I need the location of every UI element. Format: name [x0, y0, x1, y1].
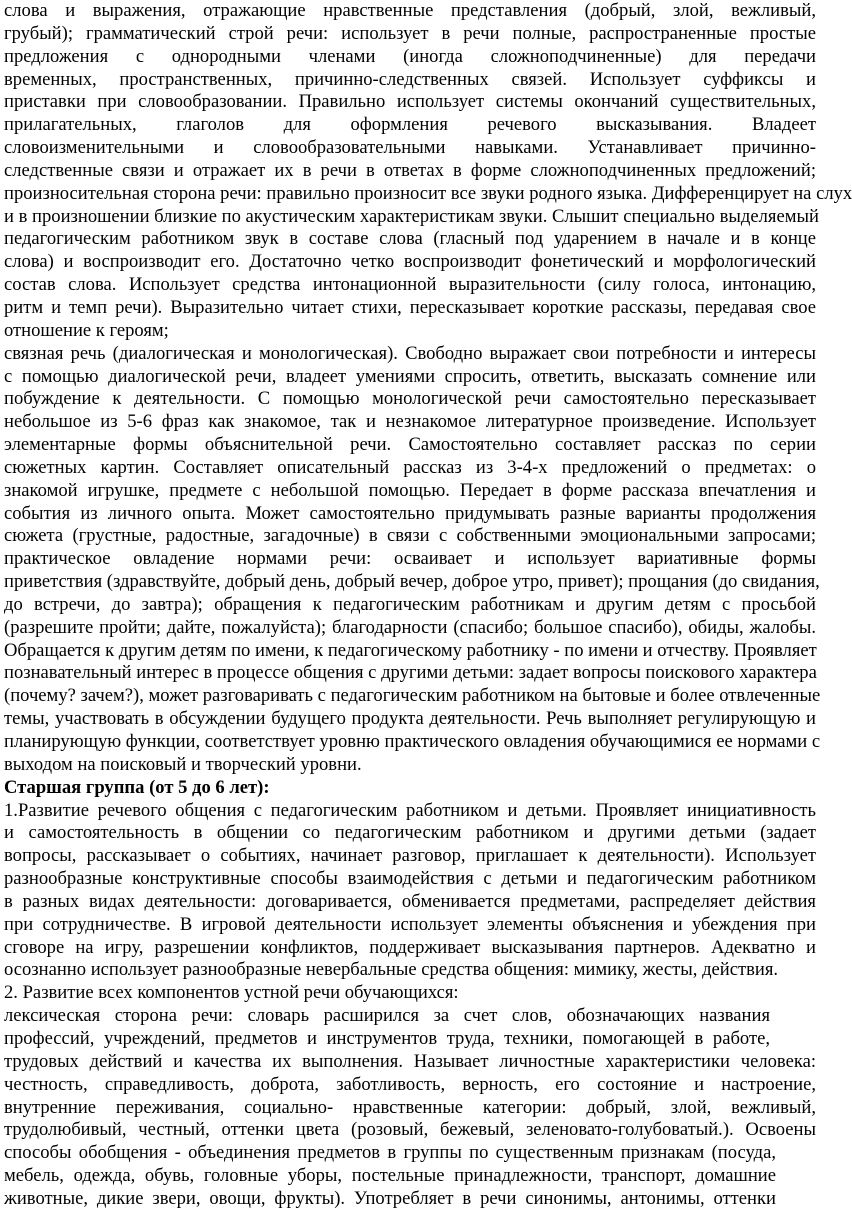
text-line: 2. Развитие всех компонентов устной речи обучающихся: [4, 982, 459, 1004]
text-line: грубый); грамматический строй речи: использует в речи полные, распространенные простые [4, 22, 816, 44]
text-line: трудолюбивый, честный, оттенки цвета (розовый, бежевый, зеленовато-голубоватый.). Освоены [4, 1119, 816, 1141]
text-line: в разных видах деятельности: договаривается, обменивается предметами, распределяет действия [4, 890, 816, 912]
text-line: Обращается к другим детям по имени, к педагогическому работнику - по имени и отчеству. Проявляет [4, 639, 817, 661]
text-line: приветствия (здравствуйте, добрый день, добрый вечер, доброе утро, привет); прощания (до свидания, [4, 571, 820, 593]
text-line: слова) и воспроизводит его. Достаточно четко воспроизводит фонетический и морфологический [4, 251, 816, 273]
text-line: сговоре на игру, разрешении конфликтов, поддерживает высказывания партнеров. Адекватно и [4, 936, 816, 958]
text-line: знакомой игрушке, предмете с небольшой помощью. Передает в форме рассказа впечатления и [4, 479, 816, 501]
document-page [4, 0, 852, 1209]
text-line: сюжета (грустные, радостные, загадочные) в связи с собственными эмоциональными запросами; [4, 525, 816, 547]
text-line: приставки при словообразовании. Правильно использует системы окончаний существительных, [4, 91, 816, 113]
text-line: события из личного опыта. Может самостоятельно придумывать разные варианты продолжения [4, 502, 816, 524]
text-line: ритм и темп речи). Выразительно читает стихи, пересказывает короткие рассказы, передавая свое [4, 296, 816, 318]
text-line: познавательный интерес в процессе общения с другими детьми: задает вопросы поискового характера [4, 662, 817, 684]
text-line: педагогическим работником звук в составе слова (гласный под ударением в начале и в конце [4, 228, 816, 250]
text-line: способы обобщения - объединения предметов в группы по существенным признакам (посуда, [4, 1142, 776, 1164]
text-line: (разрешите пройти; дайте, пожалуйста); благодарности (спасибо; большое спасибо), обиды, жалобы. [4, 616, 816, 638]
text-line: слова и выражения, отражающие нравственные представления (добрый, злой, вежливый, [4, 0, 816, 21]
text-line: (почему? зачем?), может разговаривать с педагогическим работником на бытовые и более отвлеченные [4, 685, 821, 707]
text-line: вопросы, рассказывает о событиях, начинает разговор, приглашает к деятельности). Использует [4, 845, 816, 867]
text-line: и в произношении близкие по акустическим характеристикам звуки. Слышит специально выделяемый [4, 205, 819, 227]
text-line: разнообразные конструктивные способы взаимодействия с детьми и педагогическим работником [4, 868, 816, 890]
text-line: планирующую функции, соответствует уровню практического овладения обучающимися ее нормами с [4, 731, 821, 752]
text-line: с помощью диалогической речи, владеет умениями спросить, ответить, высказать сомнение или [4, 365, 816, 387]
text-line: мебель, одежда, обувь, головные уборы, постельные принадлежности, транспорт, домашние [4, 1165, 776, 1187]
text-line: небольшое из 5-6 фраз как знакомое, так и незнакомое литературное произведение. Использует [4, 411, 816, 433]
text-line: выходом на поисковый и творческий уровни. [4, 753, 362, 775]
text-line: побуждение к деятельности. С помощью монологической речи самостоятельно пересказывает [4, 388, 816, 410]
text-line: внутренние переживания, социально- нравственные категории: добрый, злой, вежливый, [4, 1096, 816, 1118]
text-line: и самостоятельность в общении со педагогическим работником и другими детьми (задает [4, 822, 816, 844]
text-line: практическое овладение нормами речи: осваивает и использует вариативные формы [4, 548, 816, 570]
text-line: связная речь (диалогическая и монологическая). Свободно выражает свои потребности и интересы [4, 342, 816, 364]
text-line: честность, справедливость, доброта, заботливость, верность, его состояние и настроение, [4, 1073, 816, 1095]
section-heading: Старшая группа (от 5 до 6 лет): [4, 776, 270, 798]
text-line: 1.Развитие речевого общения с педагогическим работником и детьми. Проявляет инициативность [4, 799, 816, 821]
text-line: трудовых действий и качества их выполнения. Называет личностные характеристики человека: [4, 1050, 816, 1072]
text-line: темы, участвовать в обсуждении будущего продукта деятельности. Речь выполняет регулирующую и [4, 708, 816, 730]
text-line: до встречи, до завтра); обращения к педагогическим работникам и другим детям с просьбой [4, 593, 816, 615]
text-line: профессий, учреждений, предметов и инструментов труда, техники, помогающей в работе, [4, 1027, 770, 1049]
text-line: отношение к героям; [4, 319, 169, 341]
text-line: следственные связи и отражает их в речи в ответах в форме сложноподчиненных предложений; [4, 159, 816, 181]
text-line: состав слова. Использует средства интонационной выразительности (силу голоса, интонацию, [4, 274, 816, 296]
text-line: прилагательных, глаголов для оформления речевого высказывания. Владеет [4, 114, 816, 136]
text-line: временных, пространственных, причинно-следственных связей. Использует суффиксы и [4, 68, 816, 90]
text-line: словоизменительными и словообразовательными навыками. Устанавливает причинно- [4, 137, 816, 159]
text-line: произносительная сторона речи: правильно произносит все звуки родного языка. Дифференцирует на слух [4, 182, 852, 204]
text-line: предложения с однородными членами (иногда сложноподчиненные) для передачи [4, 45, 816, 67]
text-line: лексическая сторона речи: словарь расширился за счет слов, обозначающих названия [4, 1005, 770, 1027]
text-line: животные, дикие звери, овощи, фрукты). Употребляет в речи синонимы, антонимы, оттенки [4, 1187, 776, 1209]
text-line: осознанно использует разнообразные невербальные средства общения: мимику, жесты, действия. [4, 959, 779, 981]
text-line: сюжетных картин. Составляет описательный рассказ из 3-4-х предложений о предметах: о [4, 456, 816, 478]
text-line: при сотрудничестве. В игровой деятельности использует элементы объяснения и убеждения при [4, 913, 816, 935]
text-line: элементарные формы объяснительной речи. Самостоятельно составляет рассказ по серии [4, 434, 816, 456]
